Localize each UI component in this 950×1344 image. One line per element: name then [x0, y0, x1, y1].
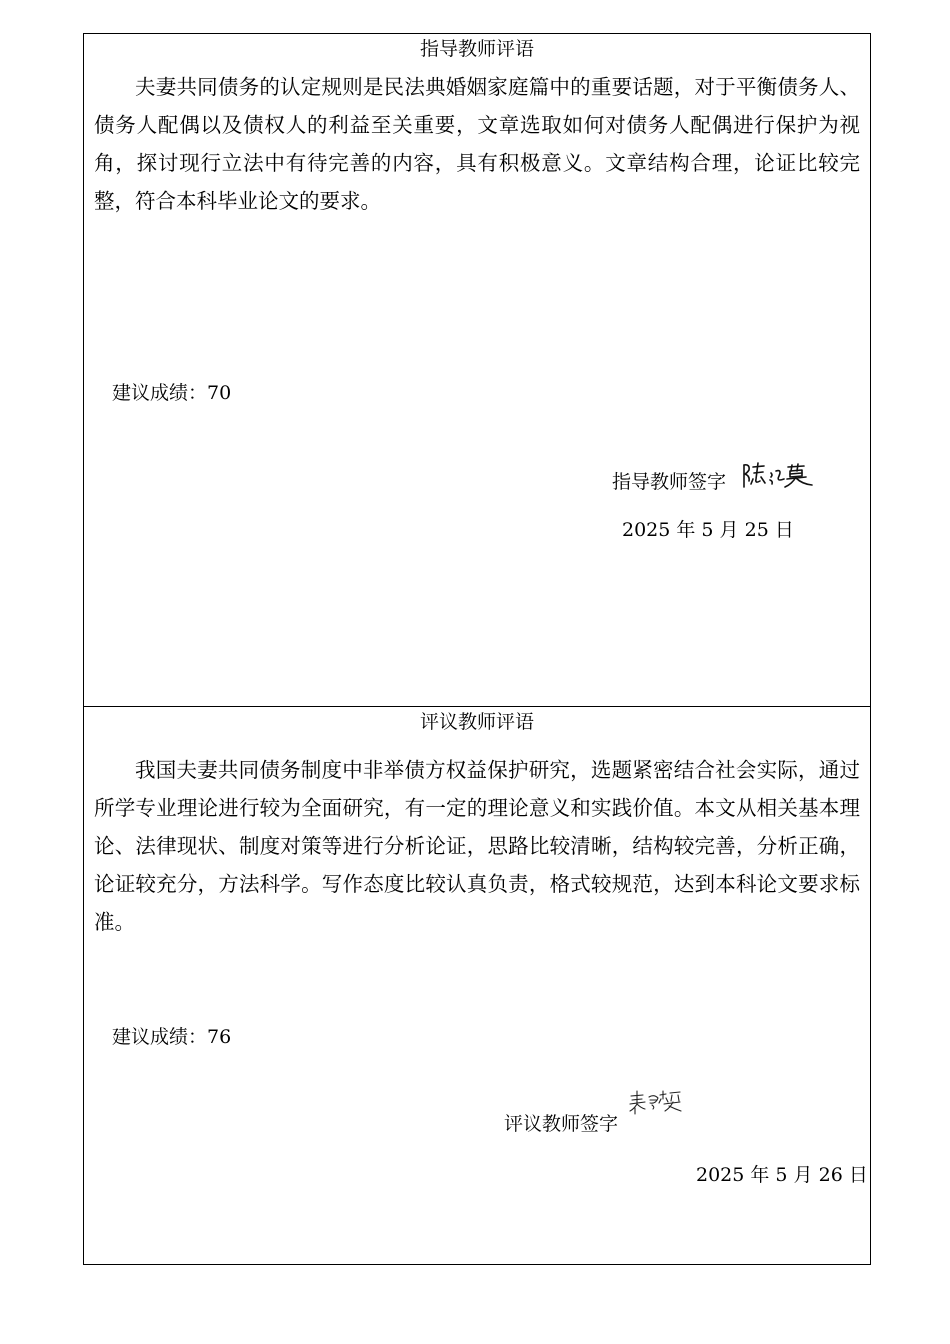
reviewer-signature-label: 评议教师签字: [504, 1113, 619, 1135]
reviewer-comment-text: 我国夫妻共同债务制度中非举债方权益保护研究，选题紧密结合社会实际，通过所学专业理论进行较为全面研究，有一定的理论意义和实践价值。本文从相关基本理论、法律现状、制度对策等进行分析论证，思路比较清晰，结构较完善，分析正确，论证较充分，方法科学。写作态度比较认真负责，格式较规范，达到本科论文要求标准。: [94, 758, 860, 934]
reviewer-signature-line: [504, 1109, 684, 1139]
reviewer-handwritten-signature: [628, 1087, 684, 1126]
reviewer-grade-label: 建议成绩：: [112, 1026, 208, 1048]
evaluation-form: [83, 33, 871, 1265]
advisor-signature-label: 指导教师签字: [612, 471, 727, 493]
advisor-comment-text: 夫妻共同债务的认定规则是民法典婚姻家庭篇中的重要话题，对于平衡债务人、债务人配偶以及债权人的利益至关重要，文章选取如何对债务人配偶进行保护为视角，探讨现行立法中有待完善的内容，具有积极意义。文章结构合理，论证比较完整，符合本科毕业论文的要求。: [94, 75, 860, 213]
advisor-date: 2025 年 5 月 25 日: [622, 519, 794, 541]
advisor-comment-section: [84, 34, 870, 707]
advisor-handwritten-signature: [740, 457, 820, 500]
advisor-grade-value: 70: [207, 382, 232, 404]
reviewer-section-title: 评议教师评语: [419, 711, 534, 733]
reviewer-suggested-grade: [112, 1022, 231, 1052]
advisor-signature-line: [612, 467, 820, 500]
reviewer-comment-section: [84, 707, 870, 1264]
advisor-section-title: 指导教师评语: [419, 38, 534, 60]
reviewer-grade-value: 76: [207, 1026, 232, 1048]
advisor-grade-label: 建议成绩：: [112, 382, 208, 404]
reviewer-date: 2025 年 5 月 26 日: [696, 1164, 868, 1186]
advisor-suggested-grade: [112, 378, 231, 408]
